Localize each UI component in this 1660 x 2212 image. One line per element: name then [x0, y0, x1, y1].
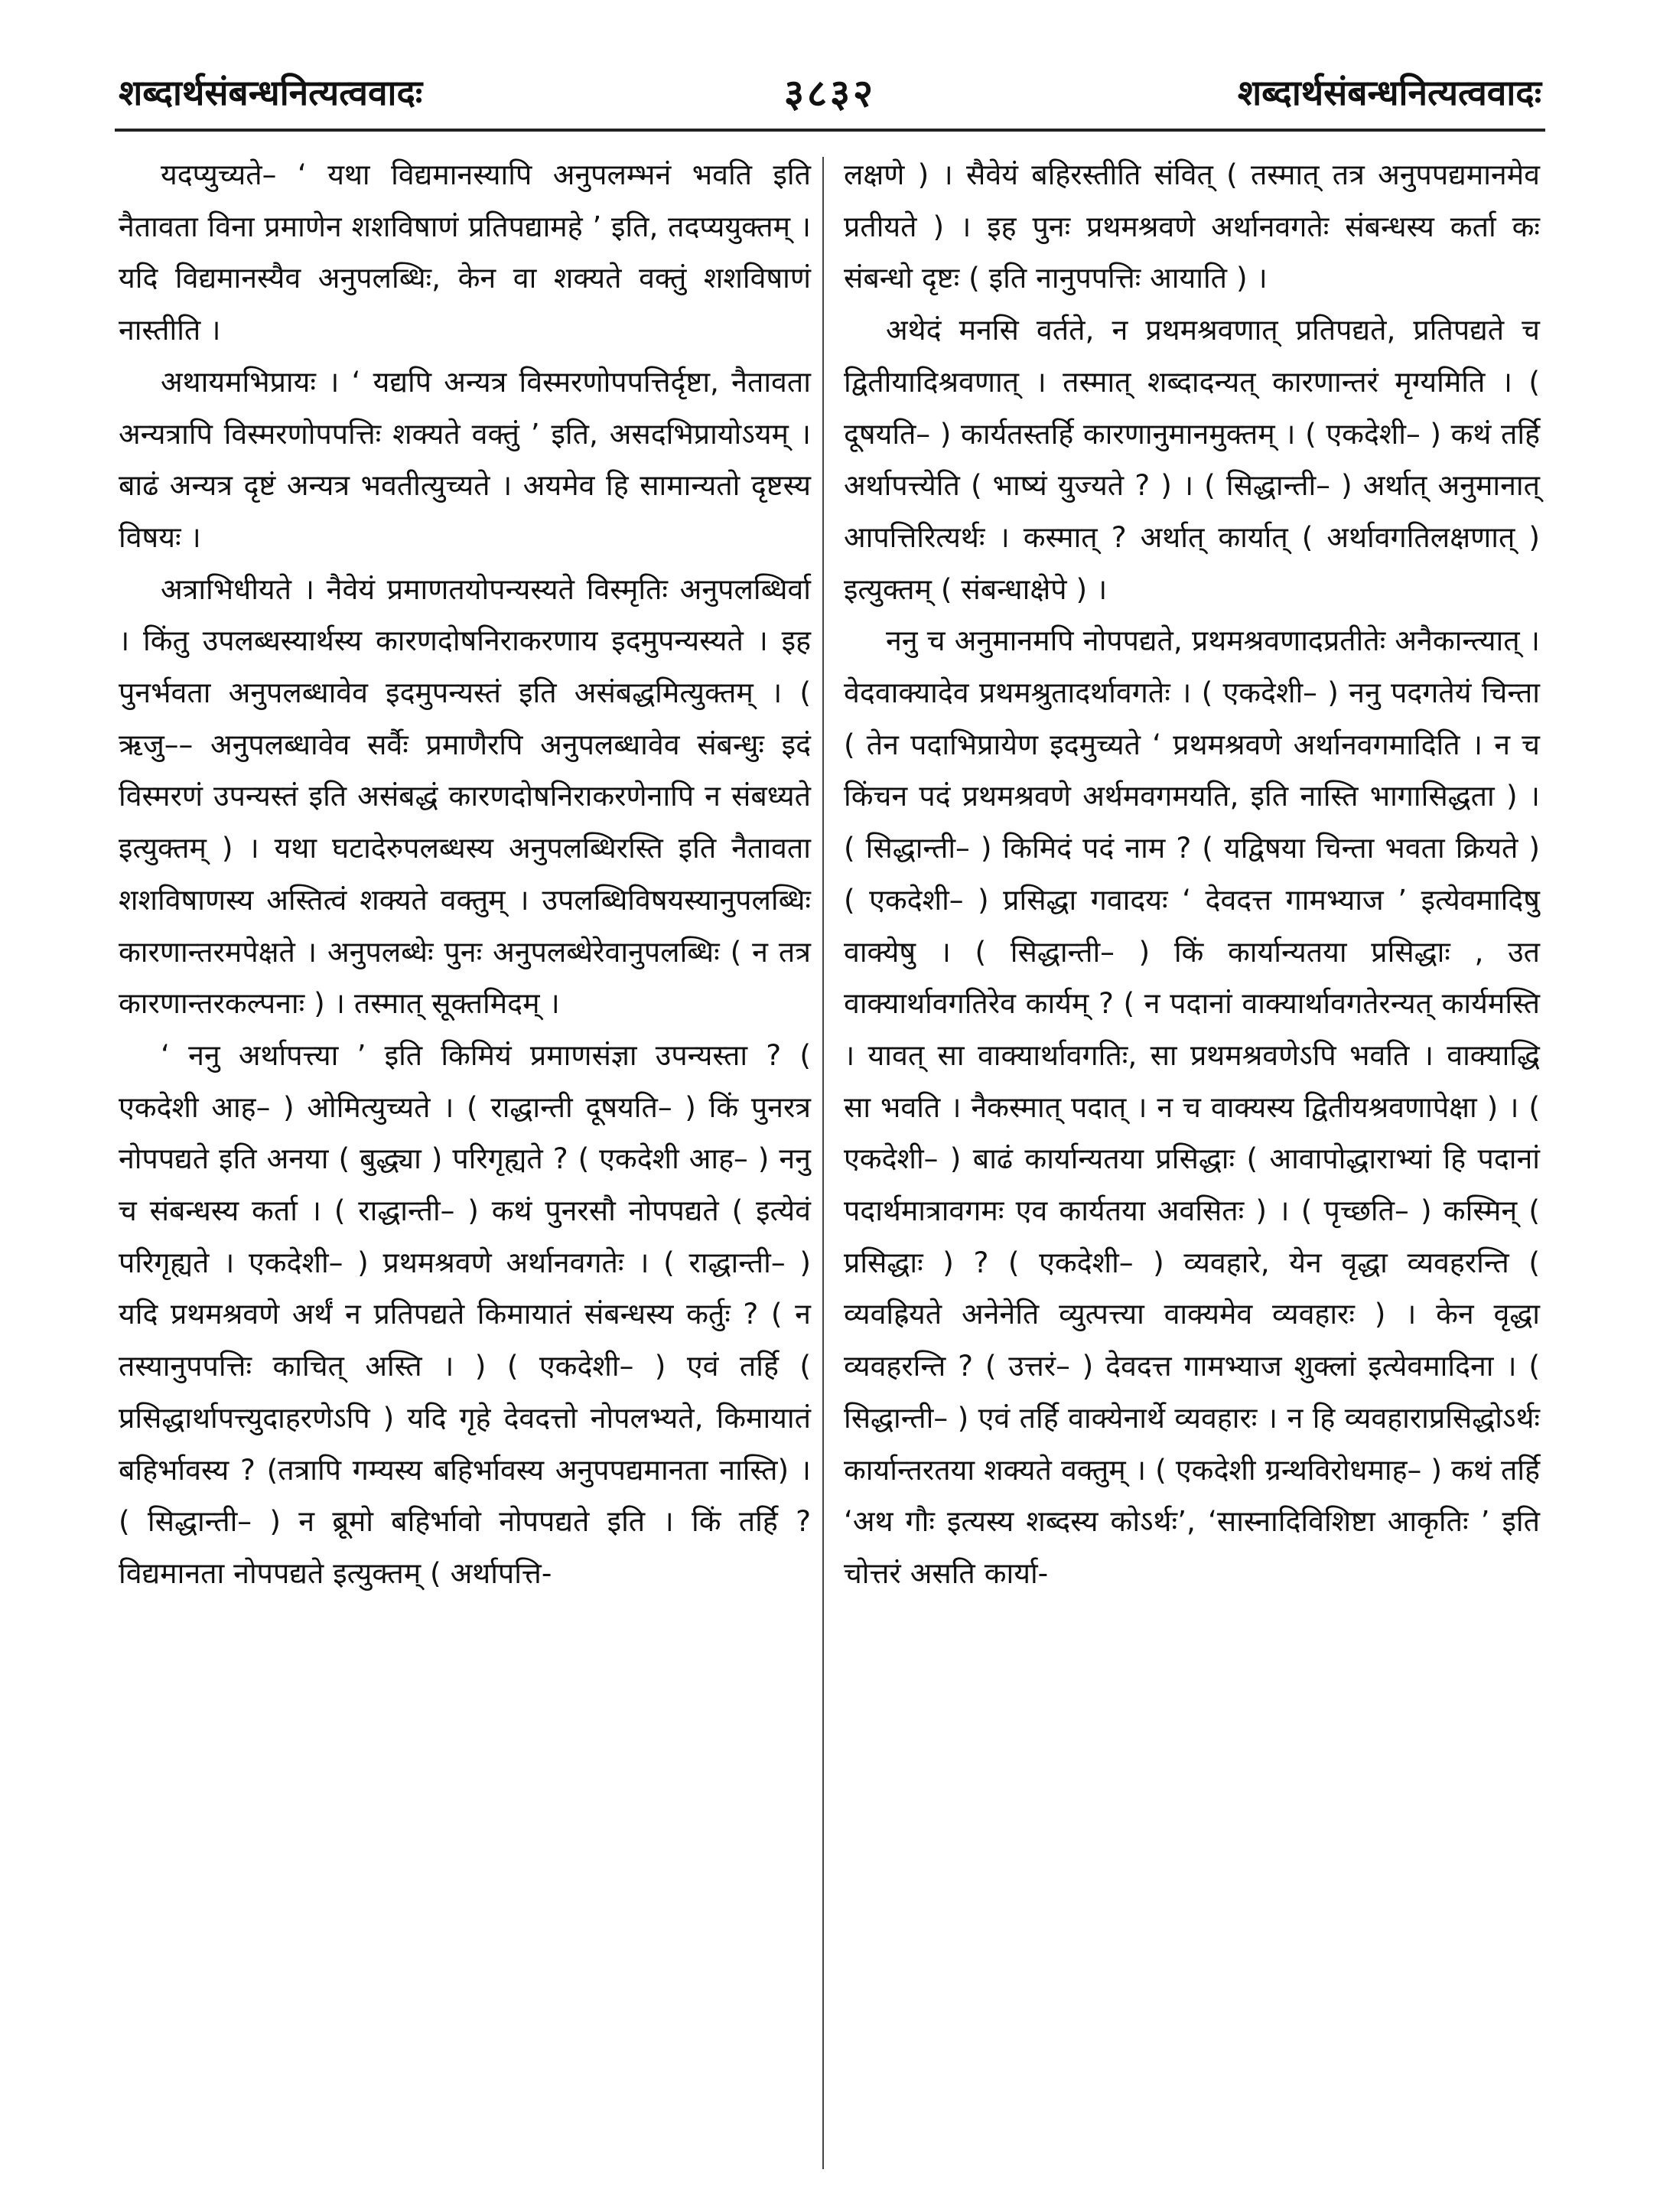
header-rule: [115, 129, 1545, 132]
paragraph: ननु च अनुमानमपि नोपपद्यते, प्रथमश्रवणादप्रतीतेः अनैकान्त्यात् । वेदवाक्यादेव प्रथमश्रुतादर्थावगतेः । ( एकदेशी– ) ननु पदगतेयं चिन्ता ( तेन पदाभिप्रायेण इदमुच्यते ‘ प्रथमश्रवणे अर्थानवगमादिति । न च किंचन पदं प्रथमश्रवणे अर्थमवगमयति, इति नास्ति भागासिद्धता ) । ( सिद्धान्ती– ) किमिदं पदं नाम ? ( यद्विषया चिन्ता भवता क्रियते ) ( एकदेशी– ) प्रसिद्धा गवादयः ‘ देवदत्त गामभ्याज ’ इत्येवमादिषु वाक्येषु । ( सिद्धान्ती– ) किं कार्यान्यतया प्रसिद्धाः , उत वाक्यार्थावगतिरेव कार्यम् ? ( न पदानां वाक्यार्थावगतेरन्यत् कार्यमस्ति । यावत् सा वाक्यार्थावगतिः, सा प्रथमश्रवणेऽपि भवति । वाक्याद्धि सा भवति । नैकस्मात् पदात् । न च वाक्यस्य द्वितीयश्रवणापेक्षा ) । ( एकदेशी– ) बाढं कार्यान्यतया प्रसिद्धाः ( आवापोद्धाराभ्यां हि पदानां पदार्थमात्रावगमः एव कार्यतया अवसितः ) । ( पृच्छति– ) कस्मिन् ( प्रसिद्धाः ) ? ( एकदेशी– ) व्यवहारे, येन वृद्धा व्यवहरन्ति ( व्यवह्रियते अनेनेति व्युत्पत्त्या वाक्यमेव व्यवहारः ) । केन वृद्धा व्यवहरन्ति ? ( उत्तरं– ) देवदत्त गामभ्याज शुक्लां इत्येवमादिना । ( सिद्धान्ती– ) एवं तर्हि वाक्येनार्थे व्यवहारः । न हि व्यवहाराप्रसिद्धोऽर्थः कार्यान्तरतया शक्यते वक्तुम् । ( एकदेशी ग्रन्थविरोधमाह– ) कथं तर्हि ‘अथ गौः इत्यस्य शब्दस्य कोऽर्थः’, ‘सास्नादिविशिष्टा आकृतिः ’ इति चोत्तरं असति कार्या-: [844, 624, 1540, 1590]
running-header: [119, 61, 1541, 122]
paragraph: अथायमभिप्रायः । ‘ यद्यपि अन्यत्र विस्मरणोपपत्तिर्दृष्टा, नैतावता अन्यत्रापि विस्मरणोपपत्तिः शक्यते वक्तुं ’ इति, असदभिप्रायोऽयम् । बाढं अन्यत्र दृष्टं अन्यत्र भवतीत्युच्यते । अयमेव हि सामान्यतो दृष्टस्य विषयः ।: [119, 364, 811, 554]
paragraph: लक्षणे ) । सैवेयं बहिरस्तीति संवित् ( तस्मात् तत्र अनुपपद्यमानमेव प्रतीयते ) । इह पुनः प्रथमश्रवणे अर्थानवगतेः संबन्धस्य कर्ता कः संबन्धो दृष्टः ( इति नानुपपत्तिः आयाति ) ।: [844, 158, 1540, 295]
paragraph: अत्राभिधीयते । नैवेयं प्रमाणतयोपन्यस्यते विस्मृतिः अनुपलब्धिर्वा । किंतु उपलब्धस्यार्थस्य कारणदोषनिराकरणाय इदमुपन्यस्यते । इह पुनर्भवता अनुपलब्धावेव इदमुपन्यस्तं इति असंबद्धमित्युक्तम् । ( ऋजु–– अनुपलब्धावेव सर्वैः प्रमाणैरपि अनुपलब्धावेव संबन्धुः इदं विस्मरणं उपन्यस्तं इति असंबद्धं कारणदोषनिराकरणेनापि न संबध्यते इत्युक्तम् ) । यथा घटादेरुपलब्धस्य अनुपलब्धिरस्ति इति नैतावता शशविषाणस्य अस्तित्वं शक्यते वक्तुम् । उपलब्धिविषयस्यानुपलब्धिः कारणान्तरमपेक्षते । अनुपलब्धेः पुनः अनुपलब्धेरेवानुपलब्धिः ( न तत्र कारणान्तरकल्पनाः ) । तस्मात् सूक्तमिदम् ।: [119, 572, 811, 1021]
right-column: [844, 149, 1540, 1600]
header-right-title: शब्दार्थसंबन्धनित्यत्ववादः: [1237, 72, 1541, 113]
left-column: [119, 149, 811, 1600]
paragraph: यदप्युच्यते– ‘ यथा विद्यमानस्यापि अनुपलम्भनं भवति इति नैतावता विना प्रमाणेन शशविषाणं प्रतिपद्यामहे ’ इति, तदप्ययुक्तम् । यदि विद्यमानस्यैव अनुपलब्धिः, केन वा शक्यते वक्तुं शशविषाणं नास्तीति ।: [119, 158, 811, 347]
paragraph: अथेदं मनसि वर्तते, न प्रथमश्रवणात् प्रतिपद्यते, प्रतिपद्यते च द्वितीयादिश्रवणात् । तस्मात् शब्दादन्यत् कारणान्तरं मृग्यमिति । ( दूषयति– ) कार्यतस्तर्हि कारणानुमानमुक्तम् । ( एकदेशी– ) कथं तर्हि अर्थापत्त्येति ( भाष्यं युज्यते ? ) । ( सिद्धान्ती– ) अर्थात् अनुमानात् आपत्तिरित्यर्थः । कस्मात् ? अर्थात् कार्यात् ( अर्थावगतिलक्षणात् ) इत्युक्तम् ( संबन्धाक्षेपे ) ।: [844, 313, 1540, 606]
column-divider: [822, 157, 824, 2169]
paragraph: ‘ ननु अर्थापत्त्या ’ इति किमियं प्रमाणसंज्ञा उपन्यस्ता ? ( एकदेशी आह– ) ओमित्युच्यते । ( राद्धान्ती दूषयति– ) किं पुनरत्र नोपपद्यते इति अनया ( बुद्ध्या ) परिगृह्यते ? ( एकदेशी आह– ) ननु च संबन्धस्य कर्ता । ( राद्धान्ती– ) कथं पुनरसौ नोपपद्यते ( इत्येवं परिगृह्यते । एकदेशी– ) प्रथमश्रवणे अर्थानवगतेः । ( राद्धान्ती– ) यदि प्रथमश्रवणे अर्थं न प्रतिपद्यते किमायातं संबन्धस्य कर्तुः ? ( न तस्यानुपपत्तिः काचित् अस्ति । ) ( एकदेशी– ) एवं तर्हि ( प्रसिद्धार्थापत्त्युदाहरणेऽपि ) यदि गृहे देवदत्तो नोपलभ्यते, किमायातं बहिर्भावस्य ? (तत्रापि गम्यस्य बहिर्भावस्य अनुपपद्यमानता नास्ति) । ( सिद्धान्ती– ) न ब्रूमो बहिर्भावो नोपपद्यते इति । किं तर्हि ? विद्यमानता नोपपद्यते इत्युक्तम् ( अर्थापत्ति-: [119, 1038, 811, 1590]
header-left-title: शब्दार्थसंबन्धनित्यत्ववादः: [119, 72, 423, 113]
page-number: ३८३२: [784, 71, 876, 116]
